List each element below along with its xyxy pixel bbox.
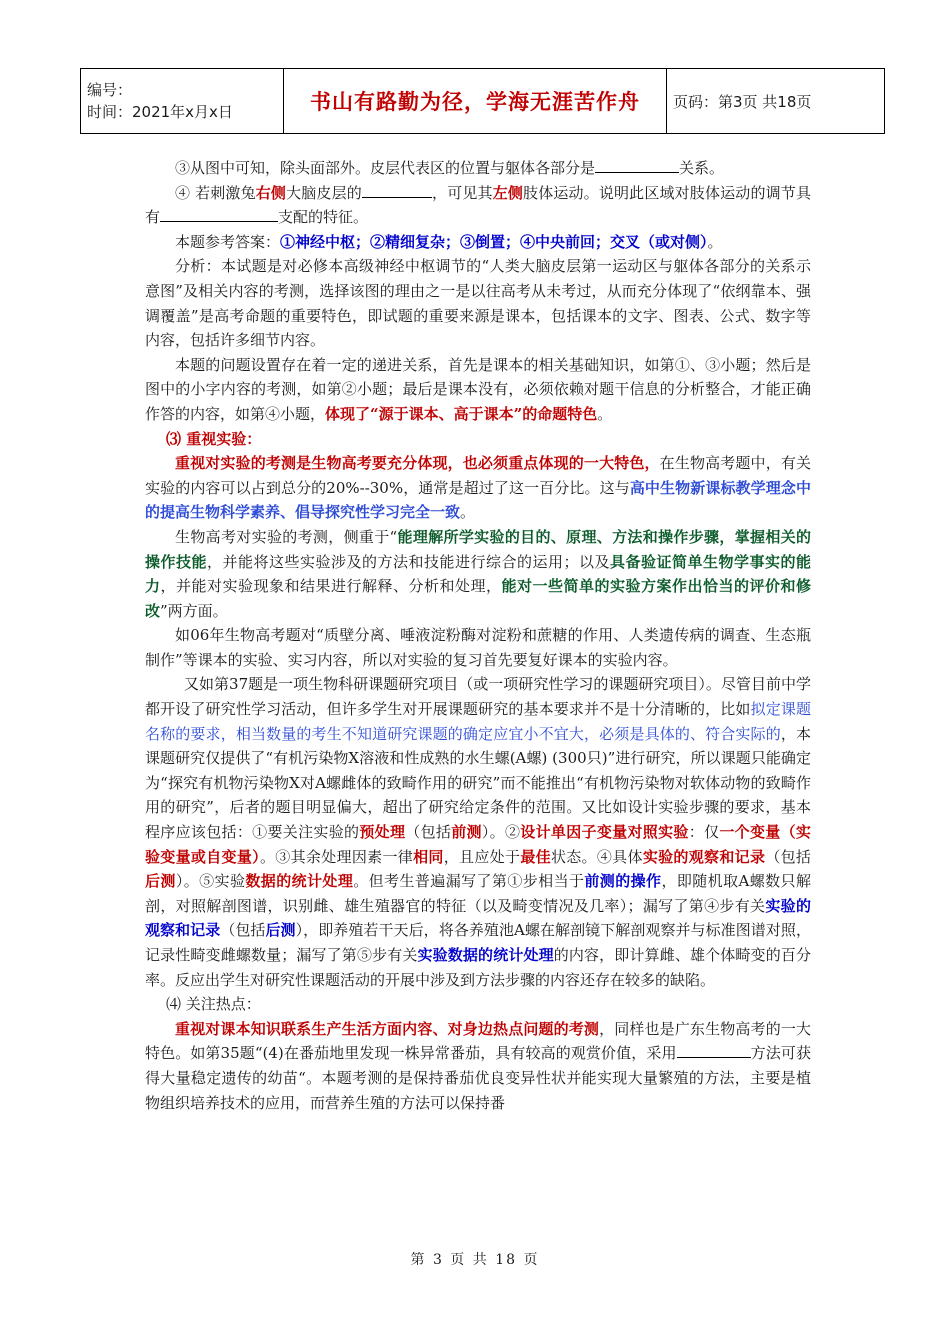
header-page-info: 页码：第3页 共18页 [667, 69, 885, 134]
document-body [145, 156, 811, 1115]
document-date: 时间：2021年x月x日 [87, 103, 233, 121]
paragraph-experiment-intro: 重视对实验的考测是生物高考要充分体现，也必须重点体现的一大特色，在生物高考题中，有关实验的内容可以占到总分的20%--30%，通常是超过了这一百分比。这与高中生物新课标教学理念中的提高生物科学素养、倡导探究性学习完全一致。 [145, 454, 811, 522]
paragraph-analysis: 分析：本试题是对必修本高级神经中枢调节的“人类大脑皮层第一运动区与躯体各部分的关系示意图”及相关内容的考测，选择该图的理由之一是以往高考从未考过，从而充分体现了“依纲靠本、强调覆盖”是高考命题的重要特色，即试题的重要来源是课本，包括课本的文字、图表、公式、数字等内容，包括许多细节内容。 [145, 257, 811, 350]
paragraph-q4: ④ 若刺激兔右侧大脑皮层的 ，可见其左侧肢体运动。说明此区域对肢体运动的调节具有 支配的特征。 [145, 183, 811, 227]
answer-blank [677, 1042, 751, 1058]
answer-blank [362, 182, 432, 198]
paragraph-answer: 本题参考答案：①神经中枢；②精细复杂；③倒置；④中央前回；交叉（或对侧）。 [175, 232, 723, 251]
section-heading-hotspot: ⑷ 关注热点： [166, 995, 261, 1014]
section-heading-experiment: ⑶ 重视实验： [166, 429, 262, 448]
answer-blank [160, 206, 278, 222]
paragraph-progression: 本题的问题设置存在着一定的递进关系，首先是课本的相关基础知识，如第①、③小题；然后是图中的小字内容的考测，如第②小题；最后是课本没有，必须依赖对题干信息的分析整合，才能正确作答的内容，如第④小题，体现了“源于课本、高于课本”的命题特色。 [145, 355, 811, 423]
paragraph-experiment-focus: 生物高考对实验的考测，侧重于“能理解所学实验的目的、原理、方法和操作步骤，掌握相关的操作技能，并能将这些实验涉及的方法和技能进行综合的运用；以及具备验证简单生物学事实的能力，并能对实验现象和结果进行解释、分析和处理，能对一些简单的实验方案作出恰当的评价和修改”两方面。 [145, 527, 811, 620]
paragraph-example-37: 又如第37题是一项生物科研课题研究项目（或一项研究性学习的课题研究项目）。尽管目前中学都开设了研究性学习活动，但许多学生对开展课题研究的基本要求并不是十分清晰的，比如拟定课题名称的要求，相当数量的考生不知道研究课题的确定应宜小不宜大，必须是具体的、符合实际的，本课题研究仅提供了“有机污染物X溶液和性成熟的水生螺(A螺) (300只)”进行研究，所以课题只能确定为“探究有机物污染物X对A螺雌体的致畸作用的研究”而不能推出“有机物污染物对软体动物的致畸作用的研究”，后者的题目明显偏大，超出了研究给定条件的范围。又比如设计实验步骤的要求，基本程序应该包括：①要关注实验的预处理（包括前测）。②设计单因子变量对照实验：仅一个变量（实验变量或自变量）。③其余处理因素一律相同，且应处于最佳状态。④具体实验的观察和记录（包括后测）。⑤实验数据的统计处理。但考生普遍漏写了第①步相当于前测的操作，即随机取A螺数只解剖，对照解剖图谱，识别雌、雄生殖器官的特征（以及畸变情况及几率）；漏写了第④步有关实验的观察和记录（包括后测），即养殖若干天后，将各养殖池A螺在解剖镜下解剖观察并与标准图谱对照，记录性畸变雌螺数量；漏写了第⑤步有关实验数据的统计处理的内容，即计算雌、雄个体畸变的百分率。反应出学生对研究性课题活动的开展中涉及到方法步骤的内容还存在较多的缺陷。 [145, 675, 811, 989]
page-footer: 第 3 页 共 18 页 [410, 1252, 540, 1268]
paragraph-example-06: 如06年生物高考题对“质壁分离、唾液淀粉酶对淀粉和蔗糖的作用、人类遗传病的调查、生态瓶制作”等课本的实验、实习内容，所以对实验的复习首先要复好课本的实验内容。 [145, 626, 811, 669]
paragraph-q3: ③从图中可知，除头面部外。皮层代表区的位置与躯体各部分是 关系。 [175, 159, 725, 177]
reference-answer: ①神经中枢；②精细复杂；③倒置；④中央前回；交叉（或对侧） [280, 232, 708, 251]
header-meta-cell [81, 69, 284, 134]
header-table [80, 68, 885, 134]
answer-blank [595, 157, 679, 173]
document-number-label: 编号： [87, 81, 133, 99]
paragraph-hotspot: 重视对课本知识联系生产生活方面内容、对身边热点问题的考测，同样也是广东生物高考的一大特色。如第35题“(4)在番茄地里发现一株异常番茄，具有较高的观赏价值，采用 方法可获得大量稳定遗传的幼苗“。本题考测的是保持番茄优良变异性状并能实现大量繁殖的方法，主要是植物组织培养技术的应用，而营养生殖的方法可以保持番 [145, 1019, 811, 1112]
header-motto: 书山有路勤为径，学海无涯苦作舟 [284, 69, 667, 134]
